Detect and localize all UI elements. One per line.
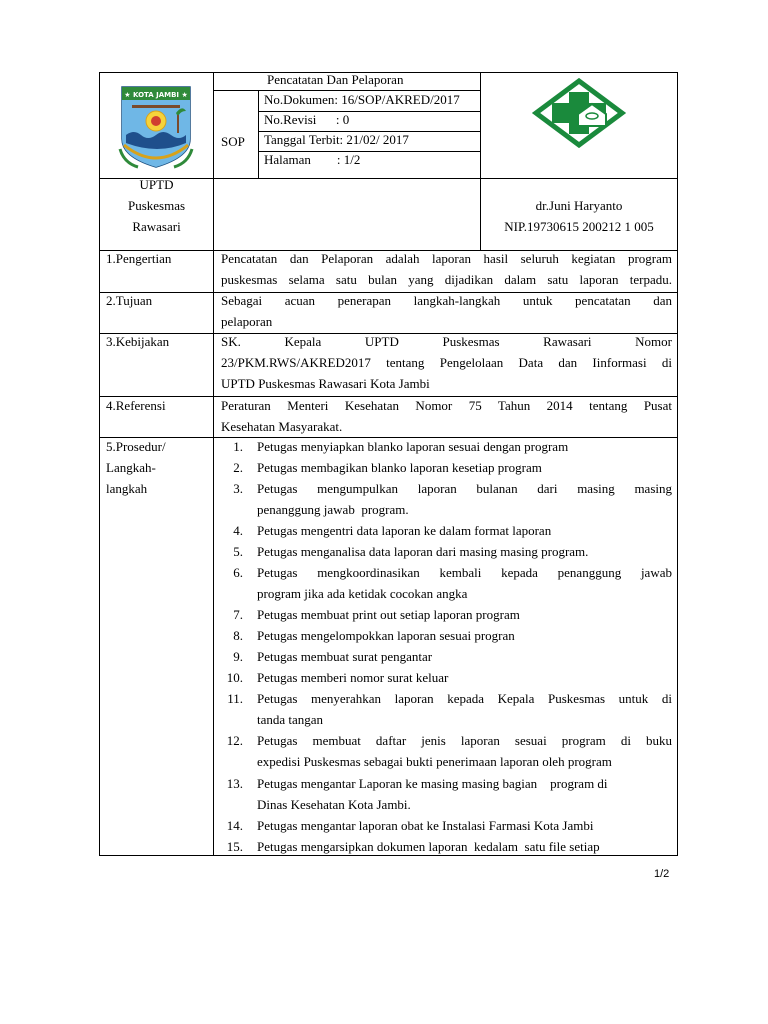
step-number: 4.	[233, 523, 243, 538]
org-line: Puskesmas	[127, 198, 186, 213]
document-title: Pencatatan Dan Pelaporan	[267, 72, 404, 87]
org-line: UPTD	[139, 177, 174, 192]
step-number: 9.	[233, 649, 243, 664]
sop-label: SOP	[221, 134, 245, 149]
step-text-line: Petugas mengkoordinasikan kembali kepada penanggung jawab	[257, 565, 672, 580]
page-count: Halaman : 1/2	[264, 152, 361, 167]
signer-nip: NIP.19730615 200212 1 005	[504, 219, 654, 234]
row-line-title	[213, 90, 481, 91]
step-text-line: Petugas membagikan blanko laporan kesetiap program	[257, 460, 542, 475]
step-text-line: Petugas mengantar Laporan ke masing masing bagian program di	[257, 776, 608, 791]
step-number: 3.	[233, 481, 243, 496]
step-text-line: Petugas mengentri data laporan ke dalam format laporan	[257, 523, 552, 538]
signer-name: dr.Juni Haryanto	[535, 198, 623, 213]
step-text-line: Petugas mengantar laporan obat ke Instalasi Farmasi Kota Jambi	[257, 818, 594, 833]
page-number: 1/2	[654, 868, 670, 880]
puskesmas-cross-logo	[532, 78, 626, 148]
pengertian-text-line: puskesmas selama satu bulan yang dijadikan dalam satu laporan terpadu.	[221, 272, 672, 287]
org-line: Rawasari	[132, 219, 181, 234]
doc-number: No.Dokumen: 16/SOP/AKRED/2017	[264, 92, 460, 107]
table-border-bottom	[99, 855, 678, 856]
step-text-line: Petugas mengarsipkan dokumen laporan kedalam satu file setiap	[257, 839, 600, 854]
kebijakan-text-line: UPTD Puskesmas Rawasari Kota Jambi	[221, 376, 430, 391]
section-label-prosedur: 5.Prosedur/	[106, 439, 166, 454]
step-number: 6.	[233, 565, 243, 580]
table-border-right	[677, 72, 678, 856]
kota-jambi-crest-logo	[118, 83, 194, 173]
step-text-line: Petugas menyiapkan blanko laporan sesuai dengan program	[257, 439, 569, 454]
issue-date: Tanggal Terbit: 21/02/ 2017	[264, 132, 409, 147]
step-text-line: Petugas mengelompokkan laporan sesuai progran	[257, 628, 515, 643]
step-number: 14.	[226, 818, 243, 833]
step-number: 11.	[227, 691, 243, 706]
step-number: 13.	[226, 776, 243, 791]
step-text-line: Petugas membuat print out setiap laporan program	[257, 607, 520, 622]
kebijakan-text-line: 23/PKM.RWS/AKRED2017 tentang Pengelolaan Data dan Iinformasi di	[221, 355, 672, 370]
tujuan-text-line: Sebagai acuan penerapan langkah-langkah untuk pencatatan dan	[221, 293, 672, 308]
step-text-line: Petugas menyerahkan laporan kepada Kepala Puskesmas untuk di	[257, 691, 672, 706]
section-label-pengertian: 1.Pengertian	[106, 251, 172, 266]
step-number: 1.	[233, 439, 243, 454]
kebijakan-text-line: SK. Kepala UPTD Puskesmas Rawasari Nomor	[221, 334, 672, 349]
row-line-kebijakan-end	[99, 396, 678, 397]
section-label-kebijakan: 3.Kebijakan	[106, 334, 170, 349]
step-number: 2.	[233, 460, 243, 475]
step-text-line: Petugas menganalisa data laporan dari masing masing program.	[257, 544, 589, 559]
referensi-text-line: Kesehatan Masyarakat.	[221, 419, 343, 434]
step-text-line: expedisi Puskesmas sebagai bukti penerimaan laporan oleh program	[257, 754, 612, 769]
step-number: 12.	[226, 733, 243, 748]
row-line-referensi-end	[99, 437, 678, 438]
svg-text:★ KOTA JAMBI ★: ★ KOTA JAMBI ★	[124, 91, 188, 99]
step-text-line: tanda tangan	[257, 712, 324, 727]
step-text-line: Petugas memberi nomor surat keluar	[257, 670, 449, 685]
section-label-tujuan: 2.Tujuan	[106, 293, 153, 308]
step-text-line: penanggung jawab program.	[257, 502, 409, 517]
step-number: 8.	[233, 628, 243, 643]
tujuan-text-line: pelaporan	[221, 314, 273, 329]
step-text-line: program jika ada ketidak cocokan angka	[257, 586, 468, 601]
step-text-line: Petugas mengumpulkan laporan bulanan dari masing masing	[257, 481, 672, 496]
step-number: 15.	[226, 839, 243, 854]
step-number: 10.	[226, 670, 243, 685]
section-label-prosedur: Langkah-	[106, 460, 156, 475]
step-number: 5.	[233, 544, 243, 559]
step-number: 7.	[233, 607, 243, 622]
section-label-referensi: 4.Referensi	[106, 398, 166, 413]
section-label-prosedur: langkah	[106, 481, 148, 496]
step-text-line: Petugas membuat surat pengantar	[257, 649, 433, 664]
revision-number: No.Revisi : 0	[264, 112, 350, 127]
pengertian-text-line: Pencatatan dan Pelaporan adalah laporan hasil seluruh kegiatan program	[221, 251, 672, 266]
step-text-line: Petugas membuat daftar jenis laporan sesuai program di buku	[257, 733, 672, 748]
step-text-line: Dinas Kesehatan Kota Jambi.	[257, 797, 411, 812]
col-line-sop	[258, 90, 259, 179]
referensi-text-line: Peraturan Menteri Kesehatan Nomor 75 Tahun 2014 tentang Pusat	[221, 398, 672, 413]
